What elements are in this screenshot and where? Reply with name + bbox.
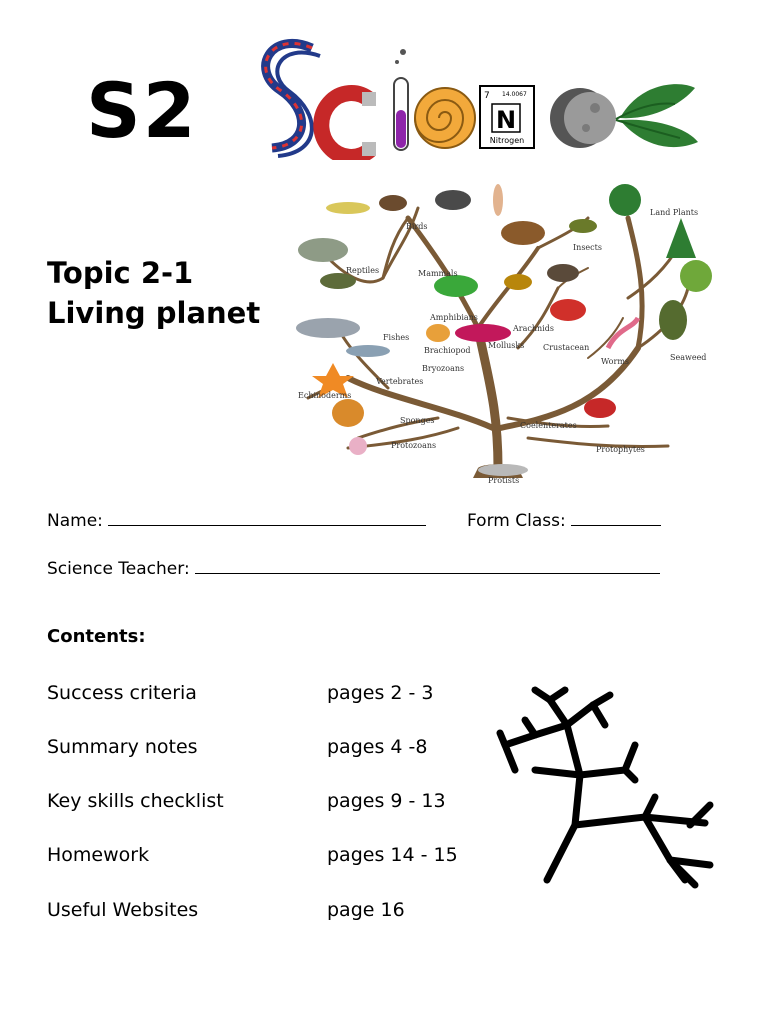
label-amphibians: Amphibians [430,313,478,322]
name-label: Name: [47,511,103,531]
contents-pages-success-criteria: pages 2 - 3 [327,682,434,704]
label-protozoans: Protozoans [391,441,437,450]
tile-mass: 14.0067 [502,91,527,98]
contents-pages-key-skills: pages 9 - 13 [327,790,446,812]
label-seaweed: Seaweed [670,353,707,362]
label-sponges: Sponges [400,416,435,425]
label-insects: Insects [573,243,602,252]
label-protists: Protists [488,476,520,485]
label-arachnids: Arachnids [513,324,554,333]
tree-of-life-diagram [288,178,718,490]
level-title: S2 [86,66,198,155]
label-echinoderms: Echinoderms [298,391,352,400]
teacher-label: Science Teacher: [47,559,190,579]
nitrogen-tile [480,86,534,148]
contents-heading: Contents: [47,626,146,647]
label-protophytes: Protophytes [596,445,645,454]
ammonite-e-letter [415,88,475,148]
label-bryozoans: Bryozoans [422,364,465,373]
contents-label-success-criteria: Success criteria [47,682,197,704]
label-birds: Birds [406,222,428,231]
dna-s-letter [266,43,320,156]
teacher-blank-line[interactable] [195,555,660,574]
tile-number: 7 [484,91,490,101]
label-worms: Worms [601,357,630,366]
contents-pages-summary-notes: pages 4 -8 [327,736,428,758]
label-mollusks: Mollusks [488,341,525,350]
contents-label-summary-notes: Summary notes [47,736,198,758]
topic-name: Living planet [47,296,261,330]
label-crustacean: Crustacean [543,343,590,352]
form-class-field [467,507,661,532]
name-blank-line[interactable] [108,507,426,526]
leaves-e-letter [616,84,698,147]
branching-tree-icon [495,685,730,900]
topic-title [47,253,260,333]
name-field [47,507,426,532]
moon-c-letter [550,88,616,148]
form-class-blank-line[interactable] [571,507,661,526]
form-class-label: Form Class: [467,511,566,531]
label-fishes: Fishes [383,333,410,342]
contents-label-useful-websites: Useful Websites [47,899,199,921]
magnet-c-letter [321,92,376,157]
label-brachiopod: Brachiopod [424,346,471,355]
contents-pages-useful-websites: page 16 [327,899,405,921]
label-reptiles: Reptiles [346,266,380,275]
tile-name: Nitrogen [489,136,525,145]
contents-pages-homework: pages 14 - 15 [327,844,458,866]
label-land-plants: Land Plants [650,208,699,217]
label-coelenterates: Coelenterates [520,421,577,430]
test-tube-i-letter [394,49,408,150]
label-mammals: Mammals [418,269,458,278]
topic-number: Topic 2-1 [47,256,194,290]
contents-label-homework: Homework [47,844,150,866]
science-logo [250,30,700,160]
teacher-field [47,555,660,580]
tile-symbol: N [495,106,517,134]
organism-silhouettes [296,184,712,476]
label-vertebrates: Vertebrates [376,377,424,386]
contents-label-key-skills: Key skills checklist [47,790,224,812]
